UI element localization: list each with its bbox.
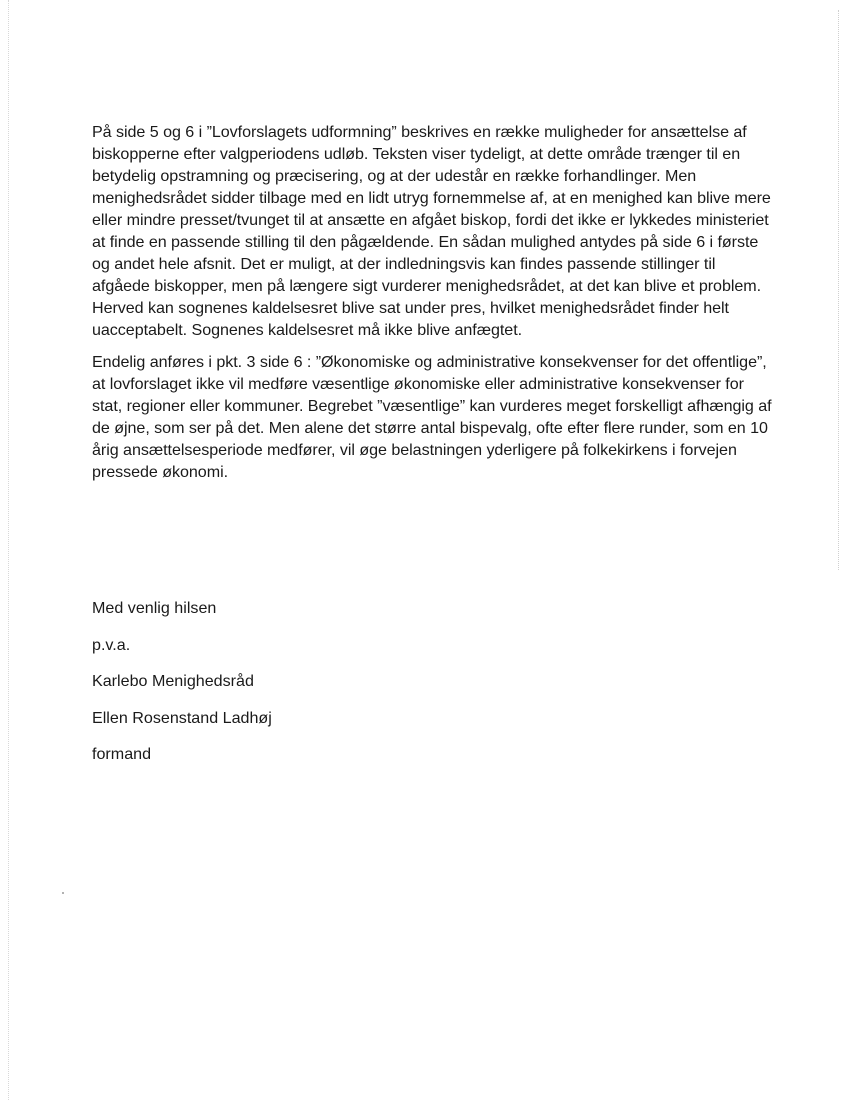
signer-name: Ellen Rosenstand Ladhøj: [92, 708, 272, 727]
scan-edge-left: [8, 0, 9, 1100]
closing-line: Med venlig hilsen: [92, 599, 217, 617]
scan-speck: [62, 892, 64, 894]
scan-edge-right: [838, 10, 839, 570]
paragraph-economic-consequences: Endelig anføres i pkt. 3 side 6 : ”Økonomiske og administrative konsekvenser for det offentlige”, at lovforslaget ikke vil medføre væsentlige økonomiske eller administrative konsekvenser for stat, regioner eller kommuner. Begrebet ”væsentlige” kan vurderes meget forskelligt afhængig af de øjne, som ser på det. Men alene det større antal bispevalg, ofte efter flere runder, som en 10 årig ansættelsesperiode medfører, vil øge belastningen yderligere på folkekirkens i forvejen pressede økonomi.: [92, 353, 772, 481]
organization-line: Karlebo Menighedsråd: [92, 672, 254, 690]
signer-title: formand: [92, 745, 152, 763]
on-behalf-line: p.v.a.: [92, 635, 131, 654]
paragraph-appointment-options: På side 5 og 6 i ”Lovforslagets udformning” beskrives en række muligheder for ansættelse af biskopperne efter valgperiodens udløb. Teksten viser tydeligt, at dette område trænger til en betydelig opstramning og præcisering, og at der udestår en række forhandlinger. Men menighedsrådet sidder tilbage med en lidt utryg fornemmelse af, at en menighed kan blive mere eller mindre presset/tvunget til at ansætte en afgået biskop, fordi det ikke er lykkedes ministeriet at finde en passende stilling til den pågældende. En sådan mulighed antydes på side 6 i første og andet hele afsnit. Det er muligt, at der indledningsvis kan findes passende stillinger til afgåede biskopper, men på længere sigt vurderer menighedsrådet, at det kan blive et problem. Herved kan sognenes kaldelsesret blive sat under pres, hvilket menighedsrådet finder helt uacceptabelt. Sognenes kaldelsesret må ikke blive anfægtet.: [92, 123, 771, 339]
signature-block: [92, 597, 492, 780]
letter-body: [92, 121, 772, 493]
